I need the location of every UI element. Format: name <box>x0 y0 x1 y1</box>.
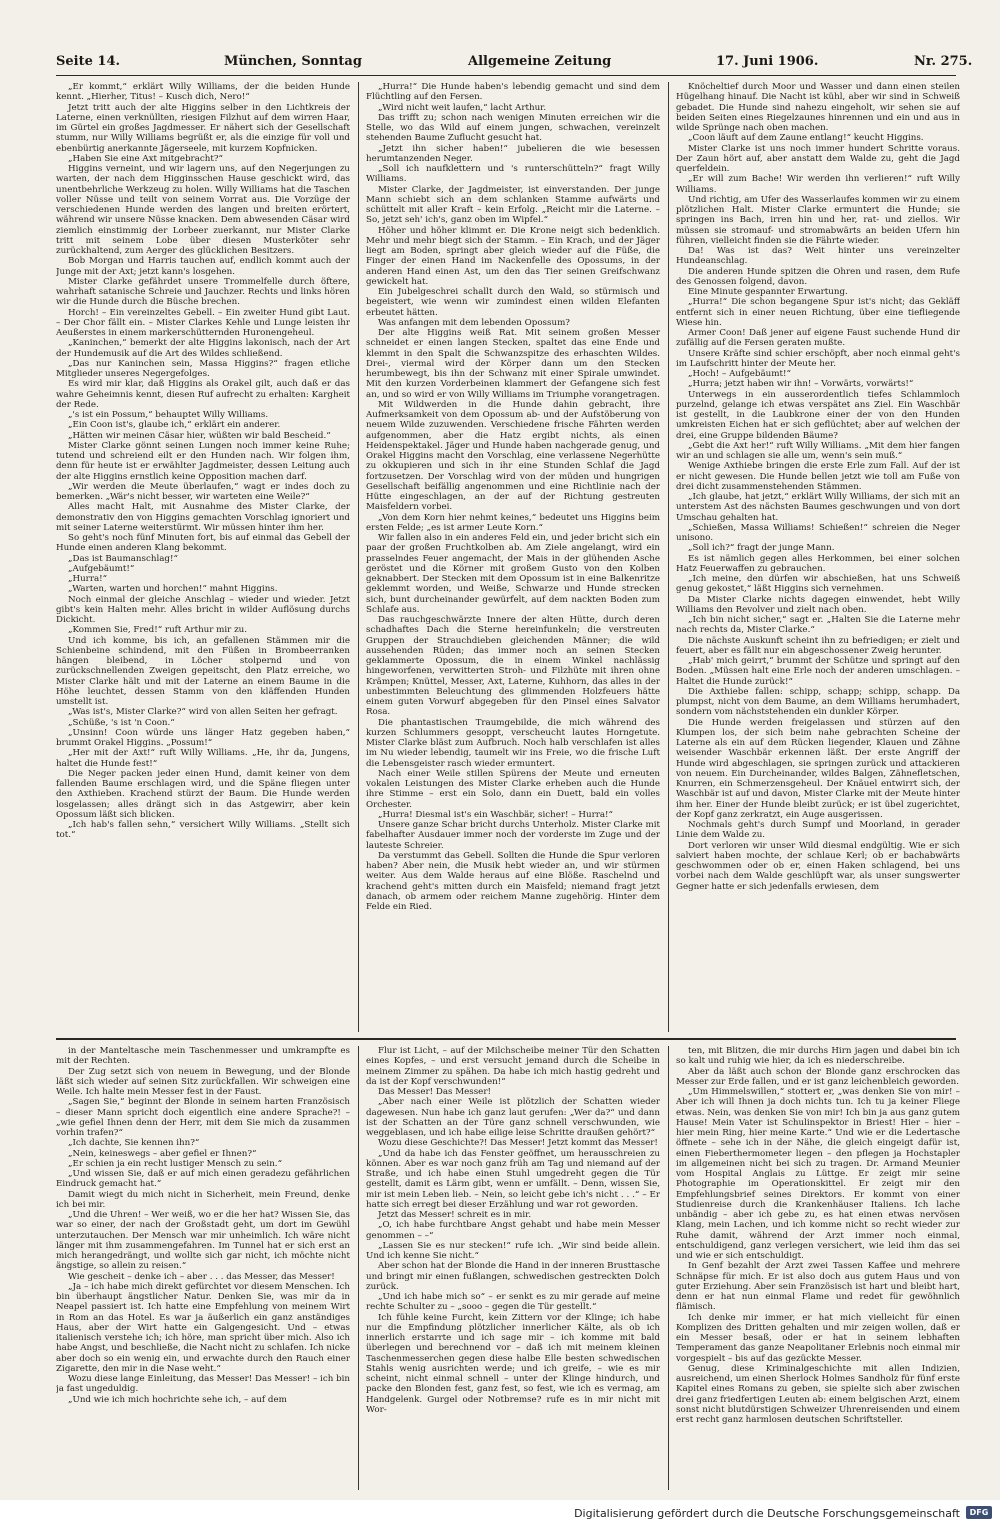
paragraph: „Und da habe ich das Fenster geöffnet, um herausschreien zu können. Aber es war noch ganz früh am Tag und niemand auf der Straße, und ich habe einen Stuhl umgedreht gegen die Tür gestellt, damit es Lärm gibt, wenn er umfällt. – Denn, wissen Sie, mir ist mein Leben lieb. – Nein, so leicht gebe ich's nicht . . .“ – Er hatte sich erregt bei dieser Erzählung und war rot geworden. <box>366 1148 660 1210</box>
paragraph: Was anfangen mit dem lebenden Opossum? <box>378 317 570 328</box>
paragraph: Das rauchgeschwärzte Innere der alten Hütte, durch deren schadhaftes Dach die Sterne hereinfunkeln; die verstreuten Gruppen der Strauchdieben gleichenden Männer; die wild aussehenden Rüden; das immer noch an seinen Stecken geklammerte Opossum, die in einem Winkel nachlässig hingeworfenen, verwitterten Stroh- und Filzhüte mit ihren ohne Krämpen; Knüttel, Messer, Axt, Laterne, Kuhhorn, das alles in der unbestimmten Beleuchtung des glimmenden Holzfeuers hätte einem guten Vorwurf abgegeben für den Pinsel eines Salvator Rosa. <box>366 615 660 718</box>
paragraph: „Hurra!“ Die Hunde haben's lebendig gemacht und sind dem Flüchtling auf den Fersen. <box>366 82 660 103</box>
upper-column-3 <box>676 82 960 1032</box>
paragraph: Die Axthiebe fallen: schipp, schapp; schipp, schapp. Da plumpst, nicht von dem Baume, an dem Williams herumhadert, sondern vom nächststehenden ein dunkler Körper. <box>676 686 960 718</box>
paragraph: Es ist nämlich gegen alles Herkommen, bei einer solchen Hatz Feuerwaffen zu gebrauchen. <box>676 553 960 574</box>
paragraph: So geht's noch fünf Minuten fort, bis auf einmal das Gebell der Hunde einen anderen Klang bekommt. <box>56 533 350 554</box>
paragraph: Flur ist Licht, – auf der Milchscheibe meiner Tür den Schatten eines Kopfes, – und erst versucht jemand durch die Scheibe in meinem Zimmer zu spähen. Da habe ich mich hastig gedreht und da ist der Kopf verschwunden!“ <box>366 1046 660 1087</box>
paragraph: In Genf bezahlt der Arzt zwei Tassen Kaffee und mehrere Schnäpse für mich. Er ist also doch aus gutem Haus und von guter Erziehung. Aber sein Französisch ist hart und bleibt hart, denn er hat nun einmal Flame und redet für gewöhnlich flämisch. <box>676 1261 960 1313</box>
paragraph: „Soll ich?“ fragt der junge Mann. <box>688 543 835 554</box>
issue-number: Nr. 275. <box>914 54 973 69</box>
paragraph: „Jetzt ihn sicher haben!“ jubelieren die wie besessen herumtanzenden Neger. <box>366 143 660 164</box>
paragraph: Wozu diese Geschichte?! Das Messer! Jetzt kommt das Messer! <box>378 1138 658 1149</box>
paragraph: Das trifft zu; schon nach wenigen Minuten erreichen wir die Stelle, wo das Wild auf einem jungen, schwachen, vereinzelt stehenden Baume Zuflucht gesucht hat. <box>366 112 660 144</box>
paragraph: „Und ich habe mich so“ – er senkt es zu mir gerade auf meine rechte Schulter zu – „sooo – gegen die Tür gestellt.“ <box>366 1292 660 1313</box>
section-rule <box>56 1038 956 1040</box>
paragraph: Higgins verneint, und wir lagern uns, auf den Negerjungen zu warten, der nach dem Higginsschen Hause geschickt wird, das unentbehrliche Werkzeug zu holen. Willy Williams hat die Taschen voller Nüsse und teilt von seinem Vorrat aus. Die Vorzüge der verschiedenen Hunde werden des langen und breiten erörtert, während wir unsere Nüsse knacken. Dem abwesenden Cäsar wird ziemlich einstimmig der Lorbeer zuerkannt, nur Mister Clarke tritt mit seinem Lobe über diesen Musterköter sehr zurückhaltend, zum Aerger des glücklichen Besitzers. <box>56 164 350 256</box>
paragraph: „Hurra!“ Die schon begangene Spur ist's nicht; das Gekläff entfernt sich in einer neuen Richtung, über eine tiefliegende Wiese hin. <box>676 297 960 328</box>
paragraph: „Er schien ja ein recht lustiger Mensch zu sein.“ <box>68 1158 283 1169</box>
paragraph: Jetzt das Messer! schreit es in mir. <box>378 1210 532 1220</box>
paragraph: Ich denke mir immer, er hat mich vielleicht für einen Komplizen des Dritten gehalten und mir zeigen wollen, daß er ein Messer besaß, oder er hat in seinem lebhaften Temperament das ganze Neapolitaner Erlebnis noch einmal mir vorgespielt – bis auf das gezückte Messer. <box>676 1312 960 1364</box>
paragraph: „Und wie ich mich hochrichte sehe ich, – auf dem <box>68 1394 287 1405</box>
paragraph: Es wird mir klar, daß Higgins als Orakel gilt, auch daß er das wahre Geheimnis kennt, diesen Ruf aufrecht zu erhalten: Kargheit der Rede. <box>56 379 350 410</box>
paragraph: Mister Clarke, der Jagdmeister, ist einverstanden. Der junge Mann schiebt sich an dem schlanken Stamme aufwärts und schüttelt mit aller Kraft – kein Erfolg. „Reicht mir die Laterne. – So, jetzt seh' ich's, ganz oben im Wipfel.“ <box>366 184 660 226</box>
upper-column-2 <box>366 82 660 1032</box>
paragraph: „Und die Uhren! – Wer weiß, wo er die her hat? Wissen Sie, das war so einer, der nach der Großstadt geht, um dort im Gewühl unterzutauchen. Der Mensch war mir unheimlich. Ich wäre nicht länger mit ihm zusammengefahren. Im Tunnel hat er sich erst an mich herangedrängt, und wollte sich gar nicht, ich möchte nicht ängstige, so allein zu reisen.“ <box>56 1210 350 1272</box>
paragraph: Dort verloren wir unser Wild diesmal endgültig. Wie er sich salviert haben mochte, der schlaue Kerl; ob er bachabwärts geschwommen oder ob er, einen Haken schlagend, bei uns vorbei nach dem Walde geschlüpft war, als unser sungswerter Gegner hatte er sich jedenfalls erwiesen, dem <box>676 840 960 892</box>
paragraph: „Er kommt,“ erklärt Willy Williams, der die beiden Hunde kennt. „Hierher, Titus! – Kusch dich, Nero!“ <box>56 82 350 103</box>
paragraph: „Soll ich naufklettern und 's runterschütteln?“ fragt Willy Williams. <box>366 164 660 185</box>
paragraph: Knöcheltief durch Moor und Wasser und dann einen steilen Hügelhang hinauf. Die Nacht ist kühl, aber wir sind in Schweiß gebadet. Die Hunde sind nahezu eingeholt, wir sehen sie auf beiden Seiten eines Riegelzaunes hinrennen und ein und aus in wilde Sprünge nach oben machen. <box>676 82 960 133</box>
paragraph: Armer Coon! Daß jener auf eigene Faust suchende Hund dir zufällig auf die Fersen geraten mußte. <box>676 328 960 349</box>
paragraph: „Was ist's, Mister Clarke?“ wird von allen Seiten her gefragt. <box>68 707 338 718</box>
footer-bar <box>0 1500 1000 1526</box>
paragraph: Unsere Kräfte sind schier erschöpft, aber noch einmal geht's im Laufschritt hinter der Meute her. <box>676 348 960 369</box>
masthead: Allgemeine Zeitung <box>468 54 612 69</box>
paragraph: Bob Morgan und Harris tauchen auf, endlich kommt auch der Junge mit der Axt; jetzt kann's losgehen. <box>56 256 350 277</box>
paragraph: Damit wiegt du mich nicht in Sicherheit, mein Freund, denke ich bei mir. <box>56 1189 350 1210</box>
paragraph: Da verstummt das Gebell. Sollten die Hunde die Spur verloren haben? Aber nein, die Musik hebt wieder an, und wir stürmen weiter. Aus dem Walde heraus auf eine Blöße. Raschelnd und krachend geht's mitten durch ein Maisfeld; niemand fragt jetzt danach, ob armem oder reichem Manne zugehörig. Hinter dem Felde ein Ried. <box>366 850 660 912</box>
paragraph: „Kommen Sie, Fred!“ ruft Arthur mir zu. <box>68 625 248 636</box>
page-header <box>56 54 973 74</box>
header-rule <box>56 75 956 76</box>
lower-column-2 <box>366 1046 660 1490</box>
lower-column-1 <box>56 1046 350 1490</box>
paragraph: Mister Clarke gefährdet unsere Trommelfelle durch öftere, wahrhaft satanische Schreie und Jauchzer. Rechts und links hören wir die Hunde durch die Büsche brechen. <box>56 276 350 308</box>
paragraph: „Das nur Kaninchen sein, Massa Higgins?“ fragen etliche Mitglieder unseres Negergefolges. <box>56 358 350 379</box>
paragraph: „Ich bin nicht sicher,“ sagt er. „Halten Sie die Laterne mehr nach rechts da, Mister Clarke.“ <box>676 615 960 636</box>
paragraph: „Hurra! Diesmal ist's ein Waschbär, sicher! – Hurra!“ <box>378 809 613 820</box>
paragraph: Eine Minute gespannter Erwartung. <box>688 287 848 297</box>
paragraph: Mit Wildwerden in die Hunde dahin gebracht, ihre Aufmerksamkeit von dem Opossum ab- und der Aufstöberung von neuem Wilde zuzuwenden. Verschiedene frische Fährten werden aufgenommen, aber die Hatz ergibt nichts, als einen Heidenspektakel. Jäger und Hunde haben nachgerade genug, und Orakel Higgins macht den Vorschlag, eine verlassene Negerhütte zu okkupieren und sich in ihr eine Stunden Schlaf die Jagd fortzusetzen. Der Vorschlag wird von der müden und hungrigen Gesellschaft beifällig angenommen und eine Richtlinie nach der Hütte eingeschlagen, an der auf der Richtung gestreuten Maisfeldern vorbei. <box>366 399 660 513</box>
paragraph: „Schießen, Massa Williams! Schießen!“ schreien die Neger unisono. <box>676 522 960 543</box>
paragraph: „Hoch! – Aufgebäumt!“ <box>688 369 791 379</box>
upper-column-1 <box>56 82 350 1032</box>
paragraph: Alles macht Halt, mit Ausnahme des Mister Clarke, der demonstrativ den von Higgins gemachten Vorschlag ignoriert und mit seiner Laterne weiterstürmt. Wir müssen hinter ihm her. <box>56 502 350 533</box>
header-city-day: München, Sonntag <box>224 54 362 69</box>
paragraph: Mister Clarke ist uns noch immer hundert Schritte voraus. Der Zaun hört auf, aber anstatt dem Walde zu, geht die Jagd querfeldein. <box>676 143 960 174</box>
paragraph: „Nein, keineswegs – aber gefiel er Ihnen?“ <box>68 1148 257 1159</box>
paragraph: in der Manteltasche mein Taschenmesser und umkrampfte es mit der Rechten. <box>56 1046 350 1067</box>
issue-date: 17. Juni 1906. <box>716 54 819 69</box>
paragraph: „Coon läuft auf dem Zaune entlang!“ keucht Higgins. <box>688 133 924 144</box>
dfg-logo: DFG <box>966 1506 992 1519</box>
paragraph: „Hurra; jetzt haben wir ihn! – Vorwärts, vorwärts!“ <box>688 379 914 390</box>
paragraph: Ein Jubelgeschrei schallt durch den Wald, so stürmisch und begeistert, wie wenn wir zumindest einen wilden Elefanten erbeutet hätten. <box>366 287 660 318</box>
paragraph: Da! Was ist das? Weit hinter uns vereinzelter Hundeanschlag. <box>676 246 960 267</box>
paragraph: „Wir werden die Meute überlaufen,“ wagt er indes doch zu bemerken. „Wär's nicht besser, wir warteten eine Weile?“ <box>56 481 350 502</box>
paragraph: Wozu diese lange Einleitung, das Messer! Das Messer! – ich bin ja fast ungeduldig. <box>56 1374 350 1395</box>
paragraph: „Um Himmelswillen,“ stottert er, „was denken Sie von mir! – Aber ich will Ihnen ja doch nichts tun. Ich tu ja keiner Fliege etwas. Nein, was denken Sie von mir! Ich bin ja aus ganz gutem Hause! Mein Vater ist Schulinspektor in Briest! Hier – hier – hier mein Ring, hier meine Karte.“ Und wie er die Ledertasche öffnete – sehe ich in der Nähe, die gleich eingeigt dafür ist, einen Fieberthermometer liegen – den pflegen ja Hochstapler im allgemeinen nicht bei sich zu tragen. Dr. Armand Meunier vom Hospital Anglais zu Lüttge. Er zeigt mir seine Photographie im Operationskittel. Er zeigt mir den Empfehlungsbrief seines Direktors. Er kommt von einer Studienreise durch die Krankenhäuser Italiens. Ich lache unbändig – aber ich gebe zu, es hat einen etwas nervösen Klang, mein Lachen, und ich komme nicht so recht wieder zur Ruhe damit, während der Arzt immer noch einmal, entschuldigend, ganz verlegen versichert, wie leid ihm das sei und wie er sich entschuldigt. <box>676 1087 960 1261</box>
paragraph: „Wird nicht weit laufen,“ lacht Arthur. <box>378 102 547 113</box>
paragraph: Und ich komme, bis ich, an gefallenen Stämmen mir die Schienbeine schindend, mit den Füßen in Brombeerranken hängen bleibend, in Löcher stolpernd und von zurückschnellenden Zweigen gepeitscht, den Platz erreiche, wo Mister Clarke hält und mit der Laterne an einem Baume in die Höhe leuchtet, dessen Stamm von den kläffenden Hunden umstellt ist. <box>56 635 350 707</box>
paragraph: „Hurra!“ <box>68 574 108 584</box>
paragraph: Horch! – Ein vereinzeltes Gebell. – Ein zweiter Hund gibt Laut. – Der Chor fällt ein. – Mister Clarkes Kehle und Lunge leisten ihr Aeußerstes in einem markerschütternden Huronengeheul. <box>56 307 350 338</box>
paragraph: „Haben Sie eine Axt mitgebracht?“ <box>68 153 223 164</box>
paragraph: Die anderen Hunde spitzen die Ohren und rasen, dem Rufe des Genossen folgend, davon. <box>676 266 960 287</box>
paragraph: „Ein Coon ist's, glaube ich,“ erklärt ein anderer. <box>68 420 281 431</box>
paragraph: Die phantastischen Traumgebilde, die mich während des kurzen Schlummers gesoppt, verscheucht lautes Horngetute. Mister Clarke bläst zum Aufbruch. Noch halb verschlafen ist alles im Nu wieder lebendig, taumelt wir ins Freie, wo die frische Luft die Lebensgeister rasch wieder ermuntert. <box>366 717 660 769</box>
paragraph: Aber da läßt auch schon der Blonde ganz erschrocken das Messer zur Erde fallen, und er ist ganz leichenbleich geworden. <box>676 1066 960 1087</box>
paragraph: Mister Clarke gönnt seinen Lungen noch immer keine Ruhe; tutend und schreiend eilt er den Hunden nach. Wir folgen ihm, denn für heute ist er erwählter Jagdmeister, dessen Leitung auch der alte Higgins ernstlich keine Opposition machen darf. <box>56 440 350 482</box>
paragraph: „Schüße, 's ist 'n Coon.“ <box>68 717 175 728</box>
funding-note: Digitalisierung gefördert durch die Deutsche Forschungsgemeinschaft <box>574 1507 960 1520</box>
paragraph: „Warten, warten und horchen!“ mahnt Higgins. <box>68 584 278 595</box>
paragraph: „Ja – ich habe mich direkt gefürchtet vor diesem Menschen. Ich bin überhaupt ängstlicher Natur. Denken Sie, was mir da in Neapel passiert ist. Ich hatte eine Empfehlung von meinem Wirt in Rom an das Hotel. Es war ja äußerlich ein ganz anständiges Haus, aber der Wirt hatte ein Galgengesicht. Und – etwas italienisch verstehe ich; ich höre, man spricht über mich. Also ich habe Angst, und beschließe, die Nacht nicht zu schlafen. Ich nicke aber doch so ein wenig ein, und erwachte durch den Rauch einer Zigarette, den mir in die Nase weht.“ <box>56 1281 350 1374</box>
paragraph: „Ich dachte, Sie kennen ihn?“ <box>68 1138 200 1149</box>
paragraph: Da Mister Clarke nichts dagegen einwendet, hebt Willy Williams den Revolver und zielt nach oben. <box>676 594 960 615</box>
paragraph: „Aber nach einer Weile ist plötzlich der Schatten wieder dagewesen. Nun habe ich ganz laut gerufen: „Wer da?“ und dann ist der Schatten an der Türe ganz schnell verschwunden, wie weggeblasen, und ich habe eilige leise Schritte draußen gehört?“ <box>366 1097 660 1138</box>
paragraph: Noch einmal der gleiche Anschlag – wieder und wieder. Jetzt gibt's kein Halten mehr. Alles bricht in wilder Auflösung durchs Dickicht. <box>56 594 350 625</box>
paragraph: Und richtig, am Ufer des Wasserlaufes kommen wir zu einem plötzlichen Halt. Mister Clarke ermuntert die Hunde; sie springen ins Bach, irren hin und her, rat- und ziellos. Wir müssen sie stromauf- und stromabwärts an beiden Ufern hin führen, vielleicht finden sie die Fährte wieder. <box>676 194 960 246</box>
paragraph: ten, mit Blitzen, die mir durchs Hirn jagen und dabei bin ich so kalt und ruhig wie hier, da ich es niederschreibe. <box>676 1046 960 1067</box>
paragraph: „Von dem Korn hier nehmt keines,“ bedeutet uns Higgins beim ersten Felde; „es ist armer Leute Korn.“ <box>366 512 660 533</box>
paragraph: „'s ist ein Possum,“ behauptet Willy Williams. <box>68 410 269 420</box>
paragraph: Die Hunde werden freigelassen und stürzen auf den Klumpen los, der sich beim nahe gebrachten Scheine der Laterne als ein auf dem Rücken liegender, Klauen und Zähne weisender Waschbär erkennen läßt. Der erste Angriff der Hunde wird abgeschlagen, sie springen zurück und attackieren von neuem. Ein Durcheinander, wildes Balgen, Zähnefletschen, Knurren, ein Schmerzensgeheul. Der Knäuel entwirrt sich, der Waschbär ist auf und davon, Mister Clarke mit der Meute hinter ihm her. Einer der Hunde bleibt zurück; er ist übel zugerichtet, der Kopf ganz zerkratzt, ein Auge ausgerissen. <box>676 717 960 820</box>
column-divider <box>358 82 359 1032</box>
paragraph: „Er will zum Bache! Wir werden ihn verlieren!“ ruft Willy Williams. <box>676 174 960 195</box>
paragraph: Wie gescheit – denke ich – aber . . . das Messer, das Messer! <box>68 1271 335 1282</box>
paragraph: Nach einer Weile stillen Spürens der Meute und erneuten vokalen Leistungen des Mister Clarke erheben auch die Hunde ihre Stimme – erst ein Solo, dann ein Duett, bald ein volles Orchester. <box>366 768 660 810</box>
paragraph: Wir fallen also in ein anderes Feld ein, und jeder bricht sich ein paar der großen Fruchtkolben ab. Am Ziele angelangt, wird ein prasselndes Feuer angemacht, der Mais in der glühenden Asche geröstet und die Körner mit großem Gusto von den Kolben geknabbert. Der Stecken mit dem Opossum ist in eine Balkenritze geklemmt worden, und Weiße, Schwarze und Hunde strecken sich, bunt durcheinander gewürfelt, auf dem nackten Boden zum Schlafe aus. <box>366 533 660 615</box>
page-number: Seite 14. <box>56 54 121 69</box>
paragraph: „Und wissen Sie, daß er auf mich einen geradezu gefährlichen Eindruck gemacht hat.“ <box>56 1169 350 1190</box>
paragraph: „Das ist Baumanschlag!“ <box>68 553 178 564</box>
paragraph: „Kaninchen,“ bemerkt der alte Higgins lakonisch, nach der Art der Hundemusik auf die Art des Wildes schließend. <box>56 338 350 359</box>
paragraph: Aber schon hat der Blonde die Hand in der inneren Brusttasche und bringt mir einen fußlangen, schwedischen gestreckten Dolch zurück. <box>366 1261 660 1292</box>
paragraph: „Sagen Sie,“ beginnt der Blonde in seinem harten Französisch – dieser Mann spricht doch eigentlich eine andere Sprache?! – „wie gefiel Ihnen denn der Herr, mit dem Sie mich da zusammen vorhin trafen?“ <box>56 1097 350 1138</box>
paragraph: Jetzt tritt auch der alte Higgins selber in den Lichtkreis der Laterne, einen verknüllten, riesigen Filzhut auf dem wirren Haar, im Gürtel ein großes Jagdmesser. Er nähert sich der Gesellschaft stumm, nur Willy Williams begrüßt er, als die einzige für voll und ebenbürtig anerkannte Jägerseele, mit kurzem Kopfnicken. <box>56 102 350 154</box>
paragraph: Das Messer! Das Messer! <box>378 1087 491 1097</box>
paragraph: Genug, diese Kriminalgeschichte mit allen Indizien, ausreichend, um einen Sherlock Holmes Sandholz für fünf erste Kapitel eines Romans zu geben, sie spielte sich aber zwischen drei ganz friedfertigen Leuten ab: einem belgischen Arzt, einem sonst nicht blutdürstigen Schweizer Uhrenreisenden und einem erst recht ganz harmlosen deutschen Schriftsteller. <box>676 1363 960 1425</box>
paragraph: Die Neger packen jeder einen Hund, damit keiner von dem fallenden Baume erschlagen wird, und die Späne fliegen unter den Axthieben. Krachend stürzt der Baum. Die Hunde werden losgelassen; alles drängt sich in das Astgewirr, aber kein Opossum läßt sich blicken. <box>56 768 350 820</box>
column-divider <box>358 1046 359 1490</box>
column-divider <box>668 82 669 1032</box>
paragraph: Ich fühle keine Furcht, kein Zittern vor der Klinge; ich habe nur die Empfindung plötzlicher innerlicher Kälte, als ob ich innerlich erstarrte und ich sage mir – ich komme mit bald überlegen und berechnend vor – daß ich mit meinem kleinen Taschenmesserchen gegen diese halbe Elle besten schwedischen Stahls wenig ausrichten werde; und ich greife, – wie es mir scheint, nicht einmal schnell – unter der Klinge hindurch, und packe den Blonden fest, ganz fest, so fest, wie ich es vermag, am Handgelenk. Gurgel oder Notbremse? rufe es in mir nicht mit Wor- <box>366 1312 660 1415</box>
paragraph: „Lassen Sie es nur stecken!“ rufe ich. „Wir sind beide allein. Und ich kenne Sie nicht.“ <box>366 1240 660 1261</box>
paragraph: Nochmals geht's durch Sumpf und Moorland, in gerader Linie dem Walde zu. <box>676 820 960 841</box>
paragraph: Die nächste Auskunft scheint ihn zu befriedigen; er zielt und feuert, aber es fällt nur ein abgeschossener Zweig herunter. <box>676 635 960 656</box>
paragraph: „Hätten wir meinen Cäsar hier, wüßten wir bald Bescheid.“ <box>68 430 331 441</box>
paragraph: „Unsinn! Coon würde uns länger Hatz gegeben haben,“ brummt Orakel Higgins. „Possum!“ <box>56 727 350 748</box>
paragraph: „Aufgebäumt!“ <box>68 563 135 574</box>
paragraph: „O, ich habe furchtbare Angst gehabt und habe mein Messer genommen – –“ <box>366 1220 660 1241</box>
paragraph: Höher und höher klimmt er. Die Krone neigt sich bedenklich. Mehr und mehr biegt sich der Stamm. – Ein Krach, und der Jäger liegt am Boden, springt aber gleich wieder auf die Füße, die Finger der einen Hand im Nackenfelle des Opossums, in der anderen Hand einen Ast, um den das Tier seinen Greifschwanz gewickelt hat. <box>366 225 660 287</box>
lower-column-3 <box>676 1046 960 1490</box>
paragraph: Unsere ganze Schar bricht durchs Unterholz. Mister Clarke mit fabelhafter Ausdauer immer noch der vorderste im Zuge und der lauteste Schreier. <box>366 820 660 851</box>
paragraph: Der alte Higgins weiß Rat. Mit seinem großen Messer schneidet er einen langen Stecken, spaltet das eine Ende und klemmt in den Spalt die Schwanzspitze des erhaschten Wildes. Drei-, viermal wird der Körper dann um den Stecken herumbewegt, bis ihn der Schwanz mit einer Spirale umwindet. Mit den kurzen Vorderbeinen klammert der Gefangene sich fest an, und so wird er von Willy Williams im Triumphe vorangetragen. <box>366 328 660 400</box>
paragraph: Der Zug setzt sich von neuem in Bewegung, und der Blonde läßt sich wieder auf seinen Sitz zurückfallen. Wir schweigen eine Weile. Ich halte mein Messer fest in der Faust. <box>56 1066 350 1097</box>
column-divider <box>668 1046 669 1490</box>
paragraph: „Ich hab's fallen sehn,“ versichert Willy Williams. „Stellt sich tot.“ <box>56 820 350 841</box>
paragraph: Unterwegs in ein ausserordentlich tiefes Schlammloch purzelnd, gelange ich etwas verspätet ans Ziel. Ein Waschbär ist gestellt, in die Laubkrone einer der von den Hunden umkreisten Eichen hat er sich geflüchtet; aber auf welchen der drei, eine Gruppe bildenden Bäume? <box>676 389 960 441</box>
paragraph: „Her mit der Axt!“ ruft Willy Williams. „He, ihr da, Jungens, haltet die Hunde fest!“ <box>56 748 350 769</box>
paragraph: Wenige Axthiebe bringen die erste Erle zum Fall. Auf der ist er nicht gewesen. Die Hunde bellen jetzt wie toll am Fuße von drei dicht zusammenstehenden Stämmen. <box>676 461 960 492</box>
paragraph: „Hab' mich geirrt,“ brummt der Schütze und springt auf den Boden. „Müssen halt eine Erle noch der anderen umschlagen. – Haltet die Hunde zurück!“ <box>676 656 960 687</box>
paragraph: „Gebt die Axt her!“ ruft Willy Williams. „Mit dem hier fangen wir an und schlagen sie alle um, wenn's sein muß.“ <box>676 440 960 461</box>
paragraph: „Ich glaube, hat jetzt,“ erklärt Willy Williams, der sich mit an unterstem Ast des nächsten Baumes geschwungen und von dort Umschau gehalten hat. <box>676 492 960 523</box>
paragraph: „Ich meine, den dürfen wir abschießen, hat uns Schweiß genug gekostet,“ läßt Higgins sich vernehmen. <box>676 574 960 595</box>
